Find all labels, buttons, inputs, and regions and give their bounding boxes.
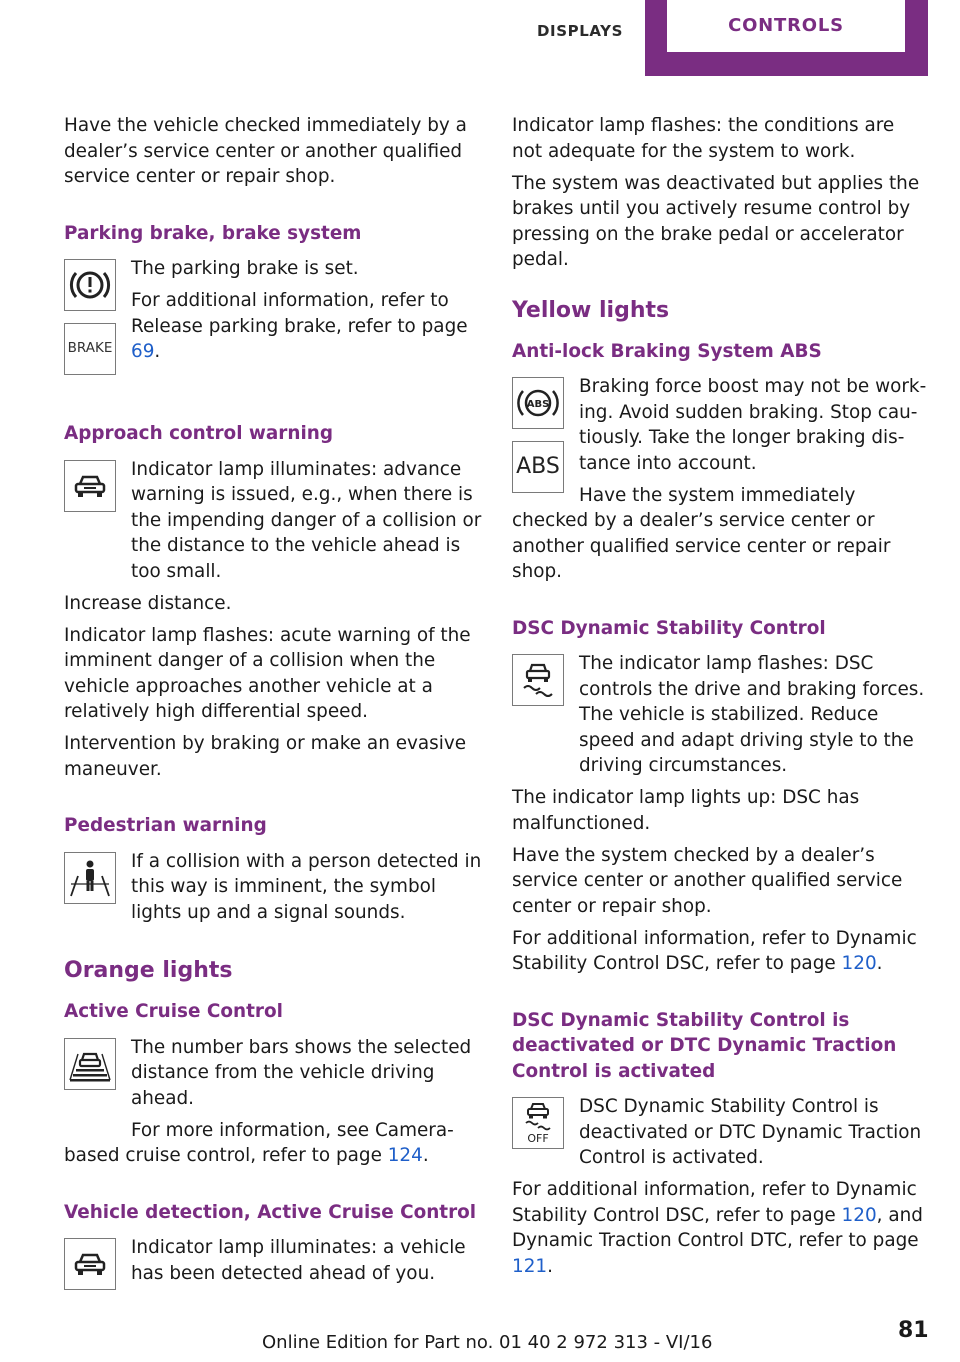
intro-paragraph: Have the vehicle checked immediately by a dealer’s service center or another qualified service center or repair shop. — [64, 115, 467, 187]
acc-p2: For more information, see Camera-based cruise control, refer to page 124. — [64, 1119, 454, 1166]
abs-text-icon — [512, 441, 564, 493]
tab-controls-label: CONTROLS — [728, 15, 844, 36]
dsc-off-icon — [512, 1097, 564, 1149]
approach-p3: Indicator lamp flashes: acute warning of the imminent danger of a collision when the vehicle approaches another vehicle at a relatively high differential speed. — [64, 624, 471, 722]
dsc-entry — [512, 651, 930, 779]
vehicle-detection-entry — [64, 1235, 482, 1286]
dsc-p1: The indicator lamp flashes: DSC controls the drive and braking forces. The vehicle is stabilized. Reduce speed and adapt driving style to the driving circumstances. — [579, 653, 925, 776]
approach-heading: Approach control warning — [64, 423, 334, 444]
dsc-off-p2: For additional information, refer to Dynamic Stability Control DSC, refer to page 120, and Dynamic Traction Control DTC, refer to page 121. — [512, 1179, 923, 1277]
dsc-skid-icon — [512, 654, 564, 706]
tab-controls[interactable] — [645, 0, 928, 76]
dsc-heading: DSC Dynamic Stability Control — [512, 617, 826, 639]
pedestrian-heading: Pedestrian warning — [64, 815, 267, 836]
left-column — [64, 110, 482, 1293]
right-p1: Indicator lamp flashes: the conditions are not adequate for the system to work. — [512, 115, 895, 162]
vehicle-detection-heading: Vehicle detection, Active Cruise Control — [64, 1201, 477, 1223]
page-footer — [0, 1318, 960, 1358]
orange-lights-heading: Orange lights — [64, 958, 233, 983]
header-tabs — [0, 0, 960, 78]
footer-edition: Online Edition for Part no. 01 40 2 972 313 - VI/16 — [262, 1332, 713, 1353]
brake-text-icon — [64, 323, 116, 375]
parking-p2: For additional information, refer to Release parking brake, refer to page 69. — [131, 290, 468, 362]
page-link-69[interactable]: 69 — [131, 341, 155, 362]
pedestrian-p1: If a collision with a person detected in this way is imminent, the symbol lights up and a signal sounds. — [131, 850, 482, 923]
pedestrian-entry — [64, 849, 482, 926]
abs-circle-label: ABS — [526, 399, 550, 410]
abs-heading: Anti-lock Braking System ABS — [512, 340, 822, 362]
parking-p1: The parking brake is set. — [131, 258, 359, 279]
brake-icon-label: BRAKE — [67, 340, 113, 357]
acc-entry — [64, 1035, 482, 1112]
pedestrian-icon — [64, 852, 116, 904]
yellow-lights-heading: Yellow lights — [512, 297, 670, 323]
acc-p1: The number bars shows the selected distance from the vehicle driving ahead. — [131, 1036, 472, 1109]
approach-p1: Indicator lamp illuminates: advance warning is issued, e.g., when there is the impending danger of a collision or the distance to the vehicle ahead is too small. — [131, 458, 482, 582]
abs-entry — [512, 374, 930, 480]
right-p2: The system was deactivated but applies the brakes until you actively resume control by pressing on the brake pedal or accelerator pedal. — [512, 172, 920, 270]
page-link-124[interactable]: 124 — [387, 1145, 423, 1166]
approach-p2: Increase distance. — [64, 592, 232, 614]
page-link-120b[interactable]: 120 — [841, 1204, 877, 1226]
vehicle-detection-p1: Indicator lamp illuminates: a vehicle has been detected ahead of you. — [131, 1237, 466, 1284]
dsc-p2: The indicator lamp lights up: DSC has malfunctioned. — [512, 787, 860, 834]
abs-circle-icon — [512, 377, 564, 429]
parking-brake-heading: Parking brake, brake system — [64, 222, 362, 244]
dsc-p3: Have the system checked by a dealer’s service center or another qualified service center or repair shop. — [512, 844, 903, 917]
abs-icon-label: ABS — [516, 454, 560, 480]
page-link-120[interactable]: 120 — [841, 953, 877, 974]
dsc-off-heading: DSC Dynamic Stability Control is deactivated or DTC Dynamic Traction Control is activated — [512, 1009, 897, 1082]
dsc-off-p1: DSC Dynamic Stability Control is deactivated or DTC Dynamic Traction Control is activated. — [579, 1096, 922, 1168]
dsc-p4: For additional information, refer to Dynamic Stability Control DSC, refer to page 120. — [512, 927, 917, 974]
abs-p1: Braking force boost may not be working. Avoid sudden braking. Stop cautiously. Take the longer braking distance into account. — [579, 376, 927, 474]
tab-displays[interactable]: DISPLAYS — [536, 22, 624, 40]
page-number: 81 — [898, 1318, 929, 1343]
parking-brake-icon — [64, 259, 116, 311]
approach-entry — [64, 457, 482, 585]
dsc-off-entry — [512, 1094, 930, 1171]
approach-car-icon — [64, 460, 116, 512]
acc-heading: Active Cruise Control — [64, 1001, 283, 1022]
dsc-off-label: OFF — [527, 1132, 549, 1145]
abs-p2: Have the system immediately checked by a dealer’s service center or another qualified service center or repair shop. — [512, 484, 891, 582]
right-column — [512, 110, 930, 1286]
parking-brake-entry — [64, 256, 482, 417]
cruise-distance-icon — [64, 1038, 116, 1090]
vehicle-detected-icon — [64, 1238, 116, 1290]
approach-p4: Intervention by braking or make an evasive maneuver. — [64, 733, 467, 780]
page-link-121[interactable]: 121 — [512, 1255, 548, 1277]
